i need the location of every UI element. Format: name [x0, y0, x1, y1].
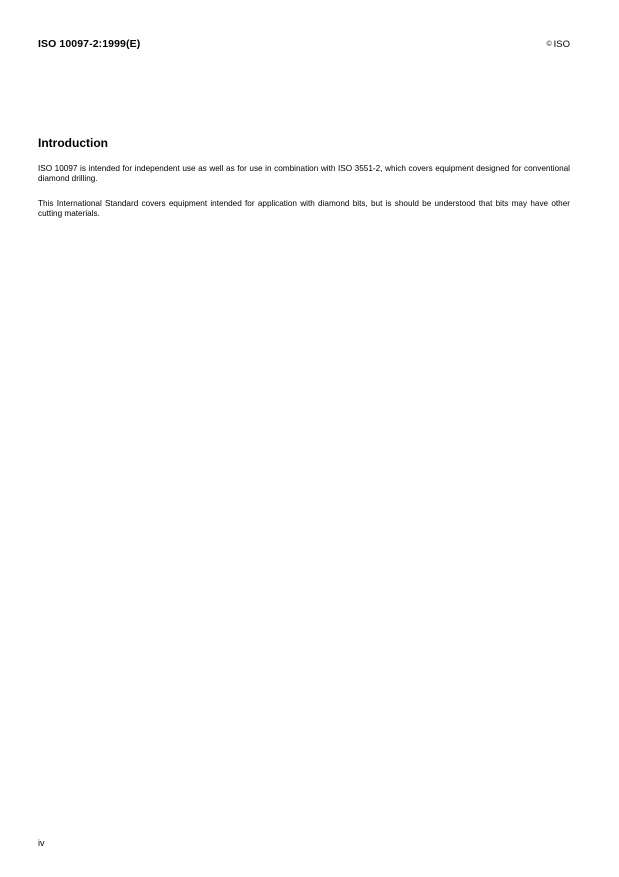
- document-id: ISO 10097-2:1999(E): [38, 38, 141, 50]
- copyright-owner: ISO: [553, 39, 570, 50]
- body-paragraph-1: ISO 10097 is intended for independent use as well as for use in combination with ISO 3551-2, which covers equipment designed for conventional diamond drilling.: [38, 164, 570, 184]
- copyright-notice: [546, 39, 570, 50]
- body-paragraph-2: This International Standard covers equipment intended for application with diamond bits, but is should be understood that bits may have other cutting materials.: [38, 199, 570, 219]
- section-title: Introduction: [38, 136, 108, 150]
- page-number: iv: [38, 838, 45, 848]
- copyright-symbol: ©: [546, 41, 552, 48]
